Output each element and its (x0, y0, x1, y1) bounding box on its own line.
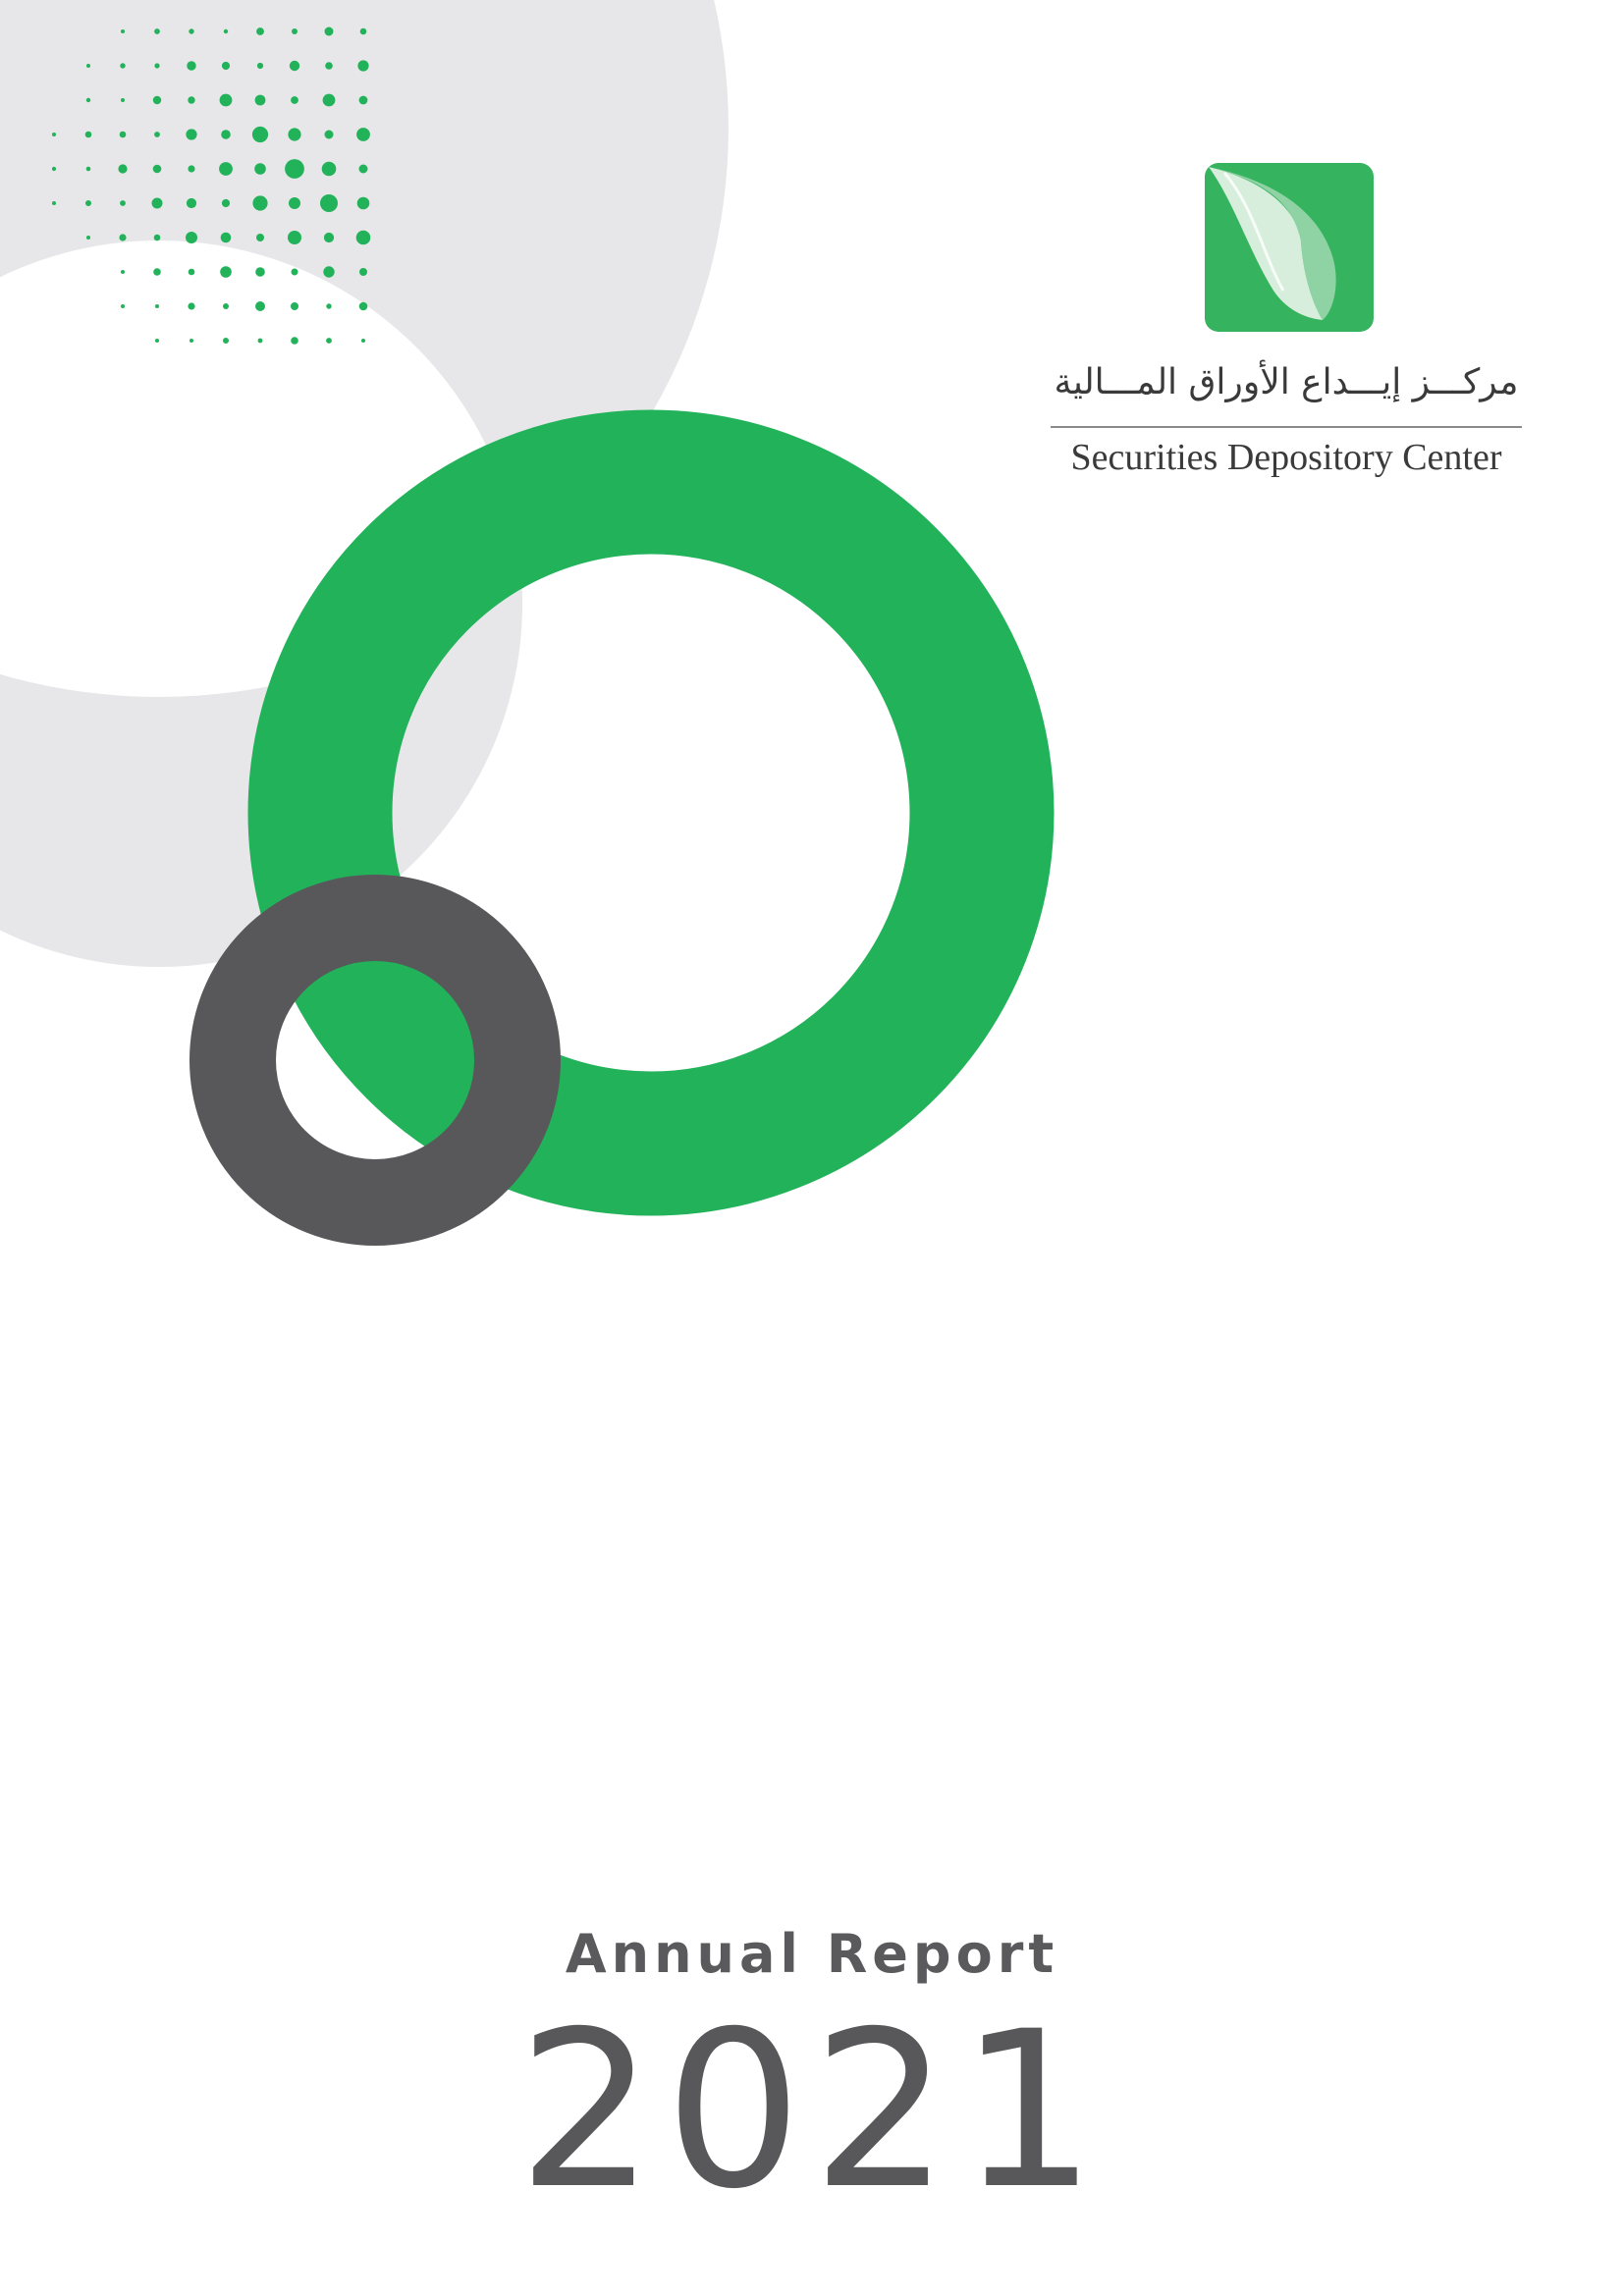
pattern-dot (223, 303, 229, 309)
pattern-dot (86, 167, 91, 172)
pattern-dot (320, 194, 338, 212)
pattern-dot (291, 337, 298, 345)
pattern-dot (153, 165, 162, 174)
pattern-dot (325, 62, 333, 70)
pattern-dot (290, 61, 299, 71)
pattern-dot (52, 201, 56, 205)
pattern-dot (154, 63, 159, 68)
pattern-dot (153, 268, 161, 276)
pattern-dot (255, 301, 265, 311)
pattern-dot (187, 61, 195, 70)
pattern-dot (86, 64, 90, 68)
pattern-dot (292, 28, 298, 34)
pattern-dot (357, 60, 368, 71)
pattern-dot (325, 131, 334, 139)
pattern-dot (186, 129, 196, 139)
pattern-dot (359, 268, 367, 276)
pattern-dot (255, 267, 265, 277)
pattern-dot (154, 235, 161, 241)
pattern-dot (361, 339, 365, 343)
pattern-dot (220, 266, 232, 278)
pattern-dot (222, 199, 230, 207)
pattern-dot (221, 130, 231, 139)
pattern-dot (152, 198, 163, 209)
pattern-dot (154, 132, 160, 137)
pattern-dot (224, 29, 228, 33)
sdc-logo (1041, 157, 1532, 491)
pattern-dot (292, 269, 298, 276)
pattern-dot (256, 27, 264, 35)
pattern-dot (289, 197, 300, 209)
pattern-dot (359, 302, 368, 311)
pattern-dot (121, 304, 125, 308)
pattern-dot (186, 232, 197, 243)
report-year: 2021 (517, 1985, 1107, 2236)
pattern-dot (120, 63, 125, 68)
pattern-dot (360, 28, 367, 35)
logo-english-name: Securities Depository Center (1070, 437, 1502, 478)
pattern-dot (256, 234, 264, 241)
pattern-dot (154, 28, 160, 34)
pattern-dot (291, 302, 298, 310)
pattern-dot (153, 96, 161, 104)
pattern-dot (254, 163, 266, 175)
pattern-dot (326, 338, 332, 344)
pattern-dot (221, 233, 232, 243)
pattern-dot (155, 304, 159, 308)
pattern-dot (189, 339, 193, 343)
pattern-dot (189, 28, 193, 33)
pattern-dot (86, 236, 90, 240)
pattern-dot (121, 29, 125, 33)
pattern-dot (220, 94, 233, 107)
pattern-dot (85, 200, 91, 206)
logo-divider (1051, 426, 1522, 428)
pattern-dot (187, 198, 196, 208)
pattern-dot (323, 94, 336, 107)
pattern-dot (120, 132, 127, 138)
pattern-dot (85, 132, 92, 138)
pattern-dot (219, 162, 233, 176)
pattern-dot (356, 231, 371, 245)
pattern-dot (291, 96, 298, 104)
pattern-dot (155, 339, 159, 343)
pattern-dot (252, 195, 267, 210)
pattern-dot (252, 127, 268, 142)
pattern-dot (255, 95, 266, 106)
pattern-dot (86, 98, 90, 102)
pattern-dot (323, 266, 334, 277)
pattern-dot (326, 303, 331, 308)
pattern-dot (285, 159, 304, 179)
pattern-dot (189, 269, 195, 276)
pattern-dot (288, 231, 301, 244)
pattern-dot (188, 96, 194, 103)
pattern-dot (324, 233, 334, 242)
pattern-dot (322, 162, 337, 177)
pattern-dot (118, 164, 127, 173)
pattern-dot (188, 165, 194, 172)
pattern-dot (325, 27, 334, 36)
pattern-dot (121, 270, 125, 274)
pattern-dot (258, 339, 263, 344)
pattern-dot (257, 63, 263, 69)
pattern-dot (356, 128, 370, 141)
page-curl-logo-icon (1205, 163, 1374, 332)
pattern-dot (223, 338, 229, 344)
pattern-dot (52, 133, 56, 136)
pattern-dot (357, 197, 370, 210)
pattern-dot (188, 302, 194, 309)
pattern-dot (119, 234, 126, 240)
logo-arabic-name: مركـــز إيـــداع الأوراق المـــالية (1054, 362, 1519, 402)
pattern-dot (121, 98, 125, 102)
pattern-dot (359, 165, 368, 174)
pattern-dot (222, 62, 230, 70)
pattern-dot (120, 200, 126, 206)
pattern-dot (359, 96, 368, 105)
pattern-dot (288, 128, 300, 140)
pattern-dot (52, 167, 56, 171)
report-title: Annual Report (565, 1923, 1059, 1985)
